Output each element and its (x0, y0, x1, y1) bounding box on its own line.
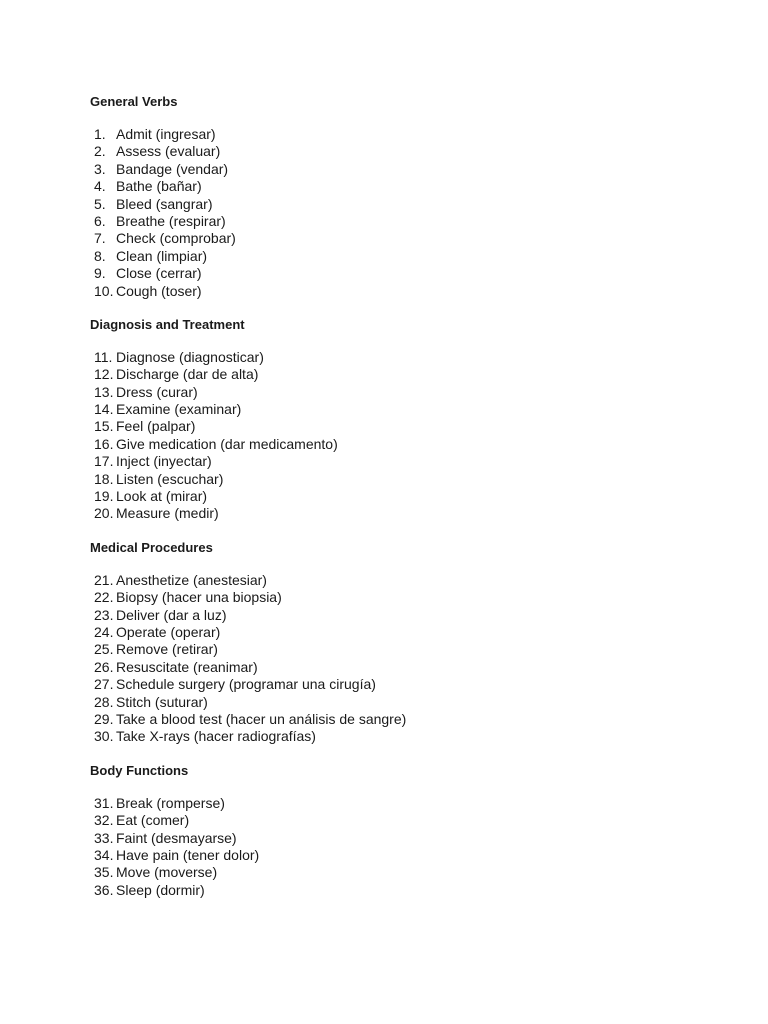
list-item (90, 728, 710, 745)
item-text: Remove (retirar) (116, 641, 218, 658)
item-number: 35. (94, 864, 114, 881)
item-number: 20. (94, 505, 114, 522)
list-item (90, 453, 710, 470)
section-diagnosis-and-treatment (90, 316, 710, 523)
item-number: 18. (94, 470, 114, 487)
item-text: Faint (desmayarse) (116, 829, 237, 846)
item-number: 7. (94, 230, 106, 247)
document-body (90, 93, 710, 915)
section-heading: Medical Procedures (90, 539, 213, 555)
item-number: 36. (94, 881, 114, 898)
list-item (90, 641, 710, 658)
item-number: 31. (94, 794, 114, 811)
list-item (90, 624, 710, 641)
verb-list (90, 795, 710, 899)
item-text: Dress (curar) (116, 383, 198, 400)
list-item (90, 659, 710, 676)
item-text: Schedule surgery (programar una cirugía) (116, 676, 376, 693)
list-item (90, 694, 710, 711)
item-text: Resuscitate (reanimar) (116, 658, 258, 675)
item-number: 30. (94, 728, 114, 745)
list-item (90, 418, 710, 435)
item-number: 25. (94, 641, 114, 658)
item-text: Check (comprobar) (116, 230, 236, 247)
item-text: Anesthetize (anestesiar) (116, 571, 267, 588)
list-item (90, 795, 710, 812)
list-item (90, 711, 710, 728)
list-item (90, 366, 710, 383)
item-number: 3. (94, 160, 106, 177)
list-item (90, 265, 710, 282)
list-item (90, 471, 710, 488)
item-number: 2. (94, 143, 106, 160)
list-item (90, 349, 710, 366)
section-general-verbs (90, 93, 710, 300)
item-text: Close (cerrar) (116, 265, 202, 282)
item-text: Have pain (tener dolor) (116, 846, 260, 863)
item-text: Biopsy (hacer una biopsia) (116, 589, 282, 606)
item-text: Discharge (dar de alta) (116, 366, 259, 383)
section-body-functions (90, 762, 710, 899)
item-text: Deliver (dar a luz) (116, 606, 227, 623)
list-item (90, 676, 710, 693)
list-item (90, 161, 710, 178)
item-number: 8. (94, 247, 106, 264)
list-item (90, 401, 710, 418)
item-text: Take X-rays (hacer radiografías) (116, 728, 316, 745)
item-number: 4. (94, 178, 106, 195)
item-number: 6. (94, 212, 106, 229)
item-text: Look at (mirar) (116, 488, 208, 505)
verb-list (90, 349, 710, 523)
item-text: Admit (ingresar) (116, 126, 216, 142)
list-item (90, 436, 710, 453)
list-item (90, 607, 710, 624)
item-number: 10. (94, 282, 114, 299)
list-item (90, 126, 710, 143)
item-text: Move (moverse) (116, 864, 218, 881)
item-text: Sleep (dormir) (116, 881, 205, 898)
item-number: 12. (94, 366, 114, 383)
item-number: 21. (94, 571, 114, 588)
item-text: Breathe (respirar) (116, 212, 226, 229)
list-item (90, 230, 710, 247)
item-number: 15. (94, 418, 114, 435)
list-item (90, 488, 710, 505)
item-number: 27. (94, 676, 114, 693)
item-text: Measure (medir) (116, 505, 219, 522)
list-item (90, 248, 710, 265)
item-text: Stitch (suturar) (116, 693, 208, 710)
verb-list (90, 126, 710, 300)
list-item (90, 847, 710, 864)
item-text: Inject (inyectar) (116, 453, 212, 470)
item-number: 24. (94, 623, 114, 640)
item-number: 5. (94, 195, 106, 212)
item-text: Break (romperse) (116, 794, 225, 811)
item-text: Give medication (dar medicamento) (116, 435, 338, 452)
list-item (90, 830, 710, 847)
item-number: 16. (94, 435, 114, 452)
list-item (90, 213, 710, 230)
item-text: Assess (evaluar) (116, 143, 221, 160)
item-number: 19. (94, 488, 114, 505)
item-number: 26. (94, 658, 114, 675)
verb-list (90, 572, 710, 746)
item-number: 1. (94, 126, 106, 142)
list-item (90, 196, 710, 213)
list-item (90, 882, 710, 899)
item-number: 33. (94, 829, 114, 846)
item-text: Clean (limpiar) (116, 247, 208, 264)
item-number: 17. (94, 453, 114, 470)
item-number: 22. (94, 589, 114, 606)
list-item (90, 572, 710, 589)
item-number: 9. (94, 265, 106, 282)
item-text: Bandage (vendar) (116, 160, 229, 177)
item-text: Operate (operar) (116, 623, 221, 640)
item-text: Bathe (bañar) (116, 178, 202, 195)
item-text: Feel (palpar) (116, 418, 196, 435)
item-text: Listen (escuchar) (116, 470, 224, 487)
item-number: 34. (94, 846, 114, 863)
list-item (90, 143, 710, 160)
list-item (90, 812, 710, 829)
list-item (90, 505, 710, 522)
list-item (90, 283, 710, 300)
item-number: 28. (94, 693, 114, 710)
item-text: Examine (examinar) (116, 401, 242, 418)
item-number: 13. (94, 383, 114, 400)
list-item (90, 178, 710, 195)
item-text: Diagnose (diagnosticar) (116, 348, 264, 365)
list-item (90, 384, 710, 401)
item-number: 14. (94, 401, 114, 418)
item-text: Cough (toser) (116, 282, 202, 299)
section-heading: Diagnosis and Treatment (90, 316, 245, 332)
section-heading: Body Functions (90, 762, 189, 778)
item-number: 23. (94, 606, 114, 623)
item-text: Eat (comer) (116, 812, 190, 829)
item-number: 32. (94, 812, 114, 829)
item-text: Take a blood test (hacer un análisis de sangre) (116, 710, 407, 727)
item-number: 11. (94, 348, 113, 365)
list-item (90, 864, 710, 881)
list-item (90, 589, 710, 606)
item-text: Bleed (sangrar) (116, 195, 213, 212)
section-medical-procedures (90, 539, 710, 746)
item-number: 29. (94, 710, 114, 727)
section-heading: General Verbs (90, 94, 178, 109)
